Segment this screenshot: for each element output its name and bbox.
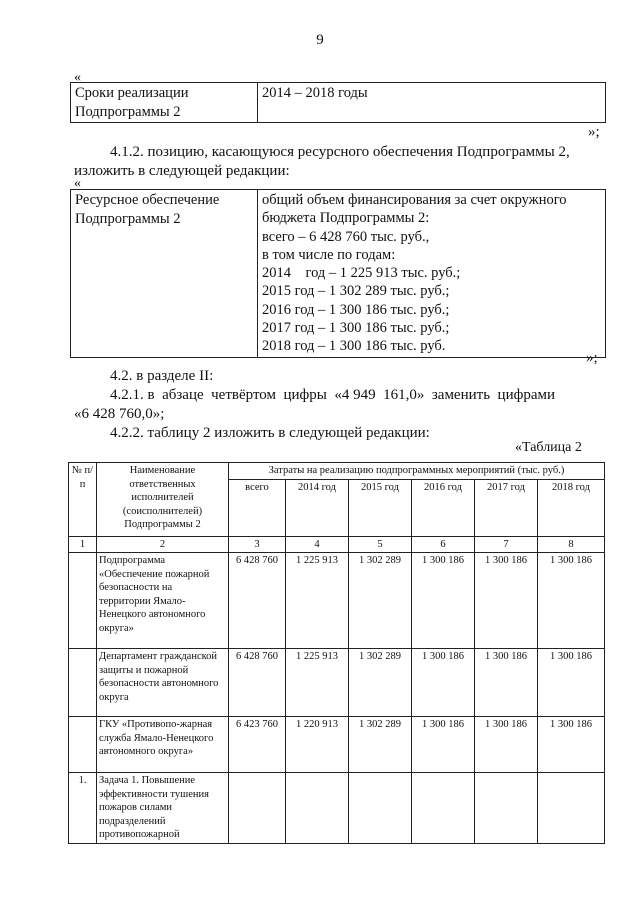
table-row (69, 649, 605, 717)
header-year: всего (229, 479, 286, 536)
row-value: 1 225 913 (286, 553, 349, 649)
column-number: 6 (412, 536, 475, 553)
column-number-row (69, 536, 605, 553)
open-quote-2: « (74, 176, 81, 191)
paragraph-4-2-1: 4.2.1. в абзаце четвёртом цифры «4 949 161,0» заменить цифрами «6 428 760,0»; (74, 387, 555, 422)
close-quote-2: »; (586, 350, 598, 366)
header-year: 2017 год (475, 479, 538, 536)
table-2 (68, 462, 605, 844)
page-number: 9 (316, 32, 324, 48)
resources-label: Ресурсное обеспечение Подпрограммы 2 (71, 190, 258, 358)
row-name: Задача 1. Повышение эффективности тушения пожаров силами подразделений противопожарной (97, 773, 229, 844)
row-value: 1 300 186 (412, 649, 475, 717)
header-year: 2014 год (286, 479, 349, 536)
column-number: 3 (229, 536, 286, 553)
header-name: Наименование ответственных исполнителей (соисполнителей) Подпрограммы 2 (97, 463, 229, 537)
row-value (286, 773, 349, 844)
header-year: 2018 год (538, 479, 605, 536)
row-value: 1 220 913 (286, 717, 349, 773)
header-row-1 (69, 463, 605, 480)
column-number: 4 (286, 536, 349, 553)
row-value (475, 773, 538, 844)
header-costs: Затраты на реализацию подпрограммных мероприятий (тыс. руб.) (229, 463, 605, 480)
row-name: Подпрограмма «Обеспечение пожарной безопасности на территории Ямало-Ненецкого автономного округа» (97, 553, 229, 649)
row-value (412, 773, 475, 844)
row-value: 1 302 289 (349, 717, 412, 773)
row-value: 1 300 186 (475, 553, 538, 649)
resources-value: общий объем финансирования за счет окружного бюджета Подпрограммы 2: всего – 6 428 760 тыс. руб., в том числе по годам: 2014 год – 1 225 913 тыс. руб.; 2015 год – 1 302 289 тыс. руб.; 2016 год – 1 300 186 тыс. руб.; 2017 год – 1 300 186 тыс. руб.; 2018 год – 1 300 186 тыс. руб. (258, 190, 606, 358)
paragraph-4-2-2: 4.2.2. таблицу 2 изложить в следующей редакции: (110, 425, 430, 441)
header-num: № п/п (69, 463, 97, 537)
row-value: 1 300 186 (412, 717, 475, 773)
row-value: 6 428 760 (229, 553, 286, 649)
column-number: 7 (475, 536, 538, 553)
row-value: 1 300 186 (538, 553, 605, 649)
row-value (349, 773, 412, 844)
resources-box (70, 189, 606, 358)
table-row (69, 717, 605, 773)
row-num (69, 717, 97, 773)
table-row (69, 553, 605, 649)
row-value: 1 300 186 (538, 649, 605, 717)
close-quote-1: »; (588, 124, 600, 140)
row-value: 1 300 186 (412, 553, 475, 649)
row-value (538, 773, 605, 844)
row-value: 1 300 186 (475, 649, 538, 717)
column-number: 1 (69, 536, 97, 553)
row-num (69, 553, 97, 649)
table-label: «Таблица 2 (515, 440, 582, 455)
column-number: 2 (97, 536, 229, 553)
header-year: 2016 год (412, 479, 475, 536)
period-box (70, 82, 606, 123)
row-value: 1 300 186 (475, 717, 538, 773)
row-value: 6 423 760 (229, 717, 286, 773)
period-value: 2014 – 2018 годы (258, 83, 606, 123)
paragraph-4-1-2: 4.1.2. позицию, касающуюся ресурсного обеспечения Подпрограммы 2, изложить в следующей редакции: (74, 144, 570, 179)
row-value (229, 773, 286, 844)
row-value: 1 300 186 (538, 717, 605, 773)
row-value: 1 302 289 (349, 649, 412, 717)
row-num: 1. (69, 773, 97, 844)
row-value: 1 225 913 (286, 649, 349, 717)
paragraph-4-2: 4.2. в разделе II: (110, 368, 214, 384)
row-value: 1 302 289 (349, 553, 412, 649)
column-number: 5 (349, 536, 412, 553)
row-name: Департамент гражданской защиты и пожарной безопасности автономного округа (97, 649, 229, 717)
column-number: 8 (538, 536, 605, 553)
row-num (69, 649, 97, 717)
row-name: ГКУ «Противопо-жарная служба Ямало-Ненецкого автономного округа» (97, 717, 229, 773)
row-value: 6 428 760 (229, 649, 286, 717)
open-quote: « (74, 70, 81, 85)
period-label: Сроки реализации Подпрограммы 2 (71, 83, 258, 123)
header-year: 2015 год (349, 479, 412, 536)
table-row (69, 773, 605, 844)
